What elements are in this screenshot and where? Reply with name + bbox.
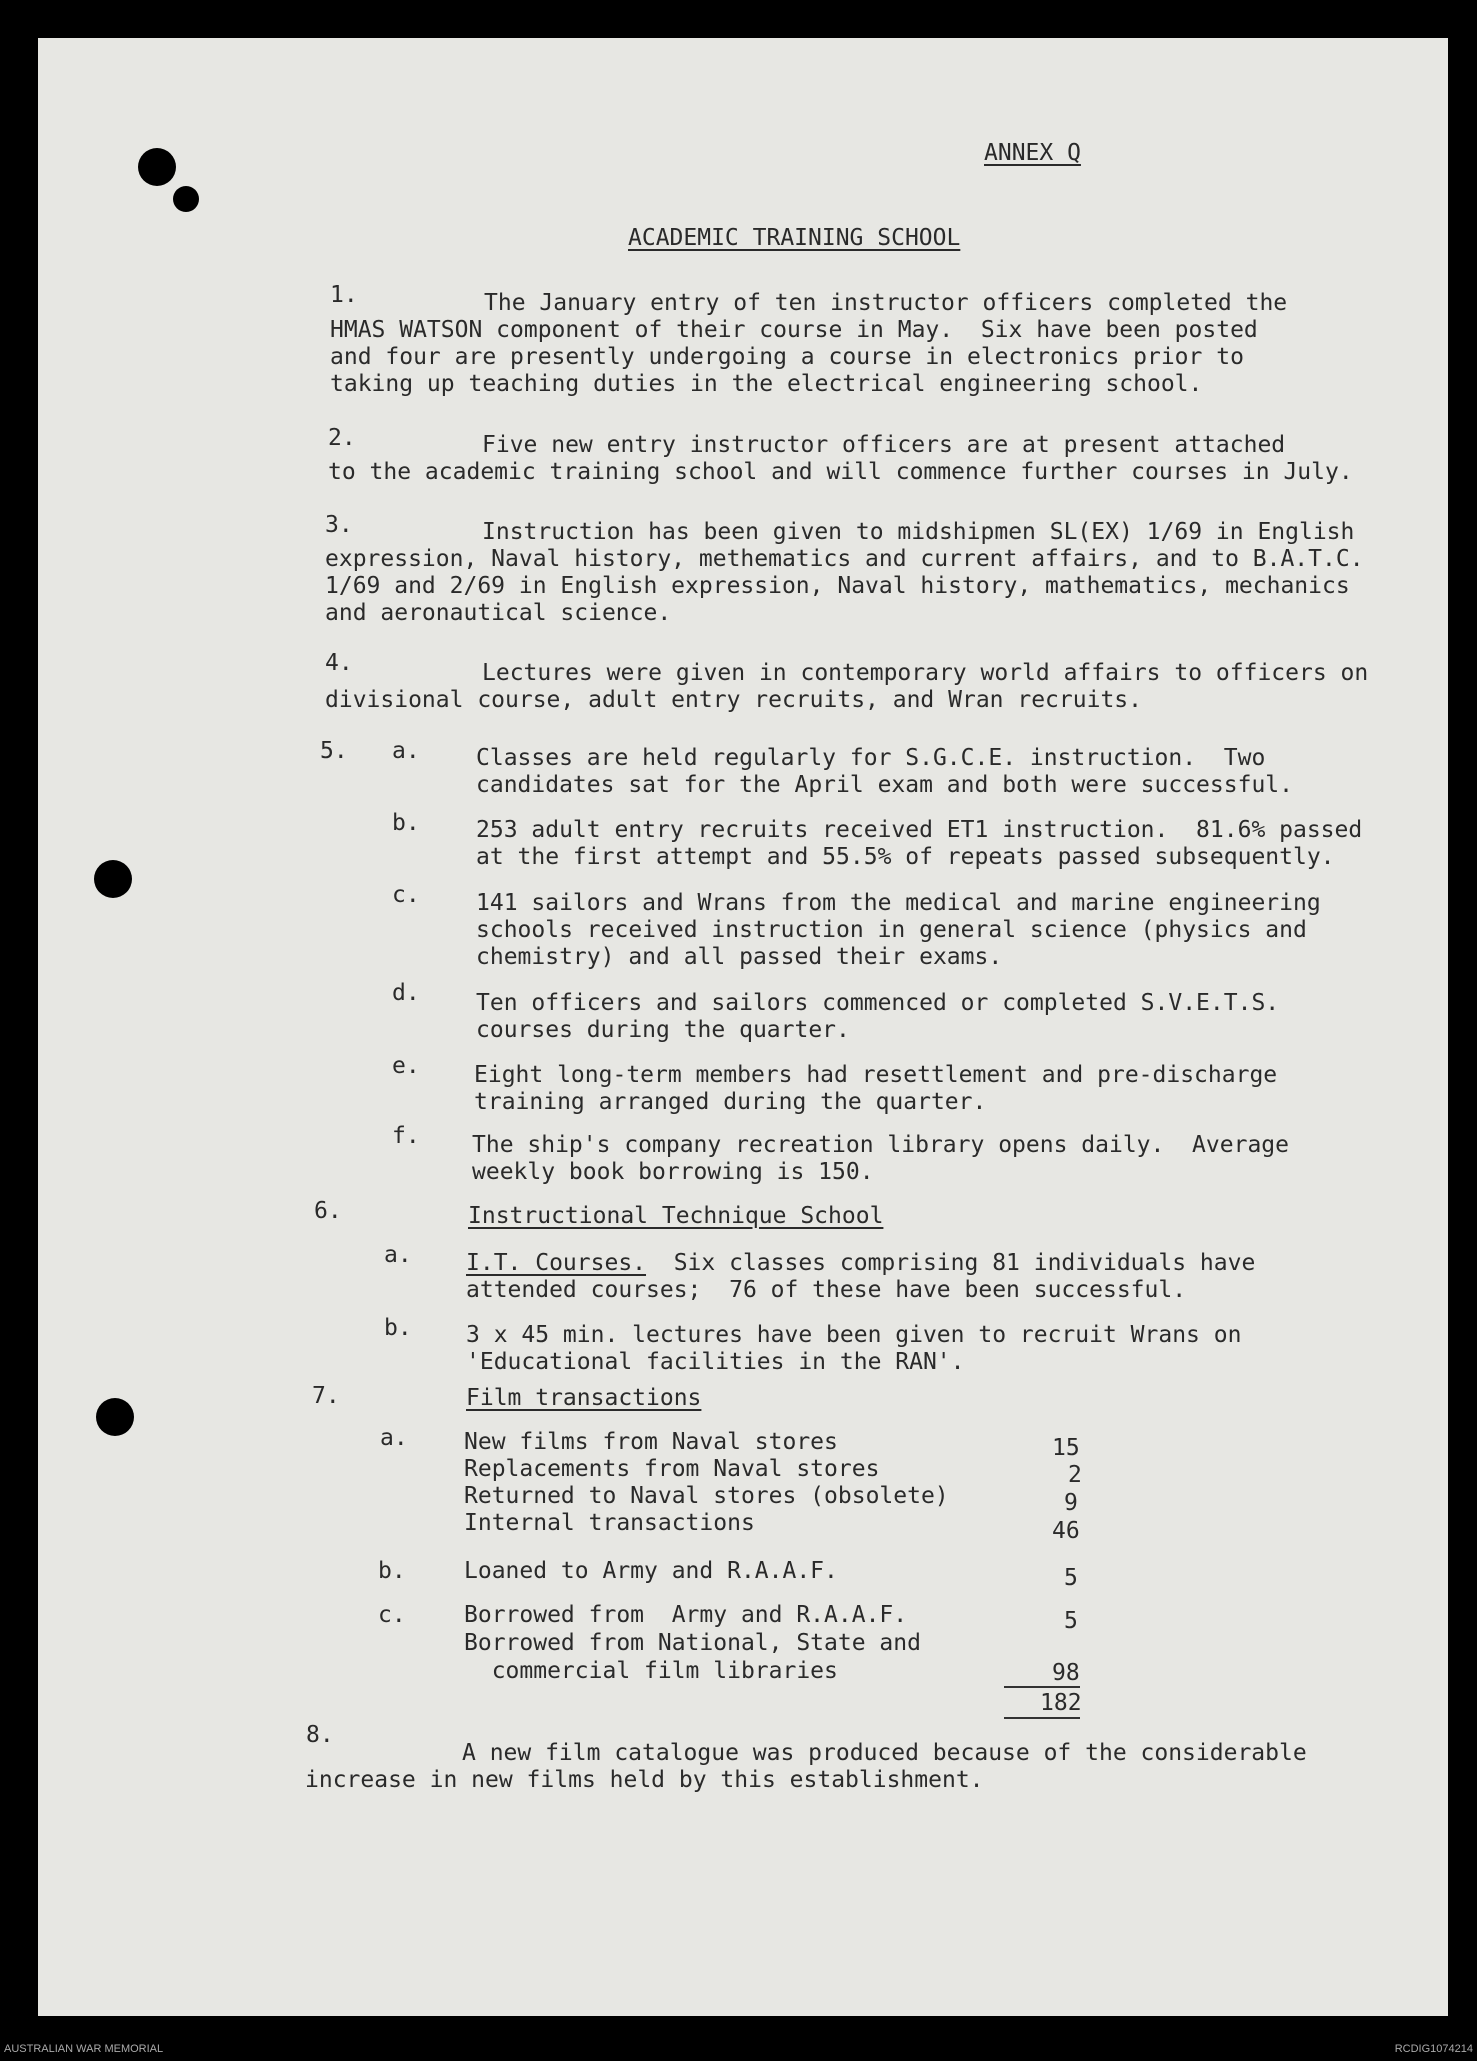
punch-hole	[173, 186, 199, 212]
footer-right: RCDIG1074214	[1394, 2043, 1473, 2055]
para-6b-line: 'Educational facilities in the RAN'.	[466, 1349, 965, 1375]
film-row-label: Borrowed from National, State and	[464, 1630, 921, 1656]
film-row-value: 15	[1052, 1435, 1080, 1461]
para-5b-line: at the first attempt and 55.5% of repeats passed subsequently.	[476, 844, 1335, 870]
film-row-label: Loaned to Army and R.A.A.F.	[464, 1558, 838, 1584]
para-6a-letter: a.	[384, 1242, 412, 1268]
para-1-line: taking up teaching duties in the electrical engineering school.	[330, 371, 1203, 397]
para-5c-line: schools received instruction in general science (physics and	[476, 917, 1307, 943]
para-6a-line	[466, 1250, 1255, 1277]
page-title: ACADEMIC TRAINING SCHOOL	[628, 225, 961, 251]
it-courses-text: Six classes comprising 81 individuals have	[646, 1250, 1256, 1276]
para-1-line: The January entry of ten instructor officers completed the	[484, 290, 1288, 316]
film-row-value: 2	[1068, 1462, 1082, 1488]
film-row-label: Replacements from Naval stores	[464, 1456, 880, 1482]
para-5d-letter: d.	[392, 980, 420, 1006]
it-courses-label: I.T. Courses.	[466, 1250, 647, 1276]
para-5d-line: courses during the quarter.	[476, 1017, 850, 1043]
para-5f-line: The ship's company recreation library opens daily. Average	[472, 1132, 1289, 1158]
film-row-label: Internal transactions	[464, 1510, 755, 1536]
total-rule	[1004, 1717, 1080, 1719]
para-2-number: 2.	[328, 425, 356, 451]
para-5b-letter: b.	[392, 810, 420, 836]
para-3-line: expression, Naval history, methematics and current affairs, and to B.A.T.C.	[325, 546, 1364, 572]
para-5c-line: chemistry) and all passed their exams.	[476, 944, 1003, 970]
para-8-line: increase in new films held by this establishment.	[305, 1767, 984, 1793]
para-4-number: 4.	[325, 650, 353, 676]
punch-hole	[94, 860, 132, 898]
footer-left: AUSTRALIAN WAR MEMORIAL	[4, 2043, 164, 2055]
para-5a-line: candidates sat for the April exam and both were successful.	[476, 772, 1293, 798]
film-row-value: 46	[1052, 1518, 1080, 1544]
film-row-value: 9	[1064, 1490, 1078, 1516]
para-7b-letter: b.	[378, 1558, 406, 1584]
para-5e-line: Eight long-term members had resettlement and pre-discharge	[474, 1062, 1278, 1088]
annex-label: ANNEX Q	[984, 140, 1081, 166]
para-6b-letter: b.	[384, 1315, 412, 1341]
para-3-line: Instruction has been given to midshipmen SL(EX) 1/69 in English	[482, 519, 1355, 545]
total-rule	[1004, 1686, 1080, 1688]
para-6a-line: attended courses; 76 of these have been successful.	[466, 1277, 1187, 1303]
para-5d-line: Ten officers and sailors commenced or completed S.V.E.T.S.	[476, 990, 1280, 1016]
punch-hole	[96, 1398, 134, 1436]
para-3-line: 1/69 and 2/69 in English expression, Naval history, mathematics, mechanics	[325, 573, 1350, 599]
para-2-line: to the academic training school and will commence further courses in July.	[328, 459, 1353, 485]
para-5-number: 5.	[320, 738, 348, 764]
para-5e-line: training arranged during the quarter.	[474, 1089, 987, 1115]
punch-hole	[138, 148, 176, 186]
film-row-label: Borrowed from Army and R.A.A.F.	[464, 1602, 908, 1628]
para-7-number: 7.	[312, 1383, 340, 1409]
para-5e-letter: e.	[392, 1053, 420, 1079]
para-4-line: divisional course, adult entry recruits, and Wran recruits.	[325, 687, 1142, 713]
para-6b-line: 3 x 45 min. lectures have been given to recruit Wrans on	[466, 1322, 1242, 1348]
film-row-value: 5	[1064, 1608, 1078, 1634]
para-3-line: and aeronautical science.	[325, 600, 672, 626]
para-5c-line: 141 sailors and Wrans from the medical and marine engineering	[476, 890, 1321, 916]
para-5b-line: 253 adult entry recruits received ET1 instruction. 81.6% passed	[476, 817, 1363, 843]
film-total-value: 182	[1040, 1690, 1082, 1716]
para-6-number: 6.	[314, 1198, 342, 1224]
para-8-line: A new film catalogue was produced because of the considerable	[462, 1740, 1307, 1766]
para-6-heading: Instructional Technique School	[468, 1203, 884, 1229]
film-row-label: New films from Naval stores	[464, 1429, 838, 1455]
para-4-line: Lectures were given in contemporary world affairs to officers on	[482, 660, 1369, 686]
para-5a-line: Classes are held regularly for S.G.C.E. instruction. Two	[476, 745, 1266, 771]
para-1-number: 1.	[330, 282, 358, 308]
film-row-value: 98	[1052, 1660, 1080, 1686]
para-5f-line: weekly book borrowing is 150.	[472, 1159, 874, 1185]
para-1-line: HMAS WATSON component of their course in May. Six have been posted	[330, 317, 1258, 343]
para-7c-letter: c.	[378, 1602, 406, 1628]
para-7a-letter: a.	[380, 1425, 408, 1451]
para-5c-letter: c.	[392, 882, 420, 908]
para-2-line: Five new entry instructor officers are at present attached	[482, 432, 1286, 458]
film-row-label: commercial film libraries	[464, 1658, 838, 1684]
para-5a-letter: a.	[392, 738, 420, 764]
para-7-heading: Film transactions	[466, 1385, 702, 1411]
para-8-number: 8.	[306, 1722, 334, 1748]
para-5f-letter: f.	[392, 1123, 420, 1149]
para-3-number: 3.	[325, 512, 353, 538]
para-1-line: and four are presently undergoing a course in electronics prior to	[330, 344, 1244, 370]
film-row-label: Returned to Naval stores (obsolete)	[464, 1483, 949, 1509]
film-row-value: 5	[1064, 1565, 1078, 1591]
